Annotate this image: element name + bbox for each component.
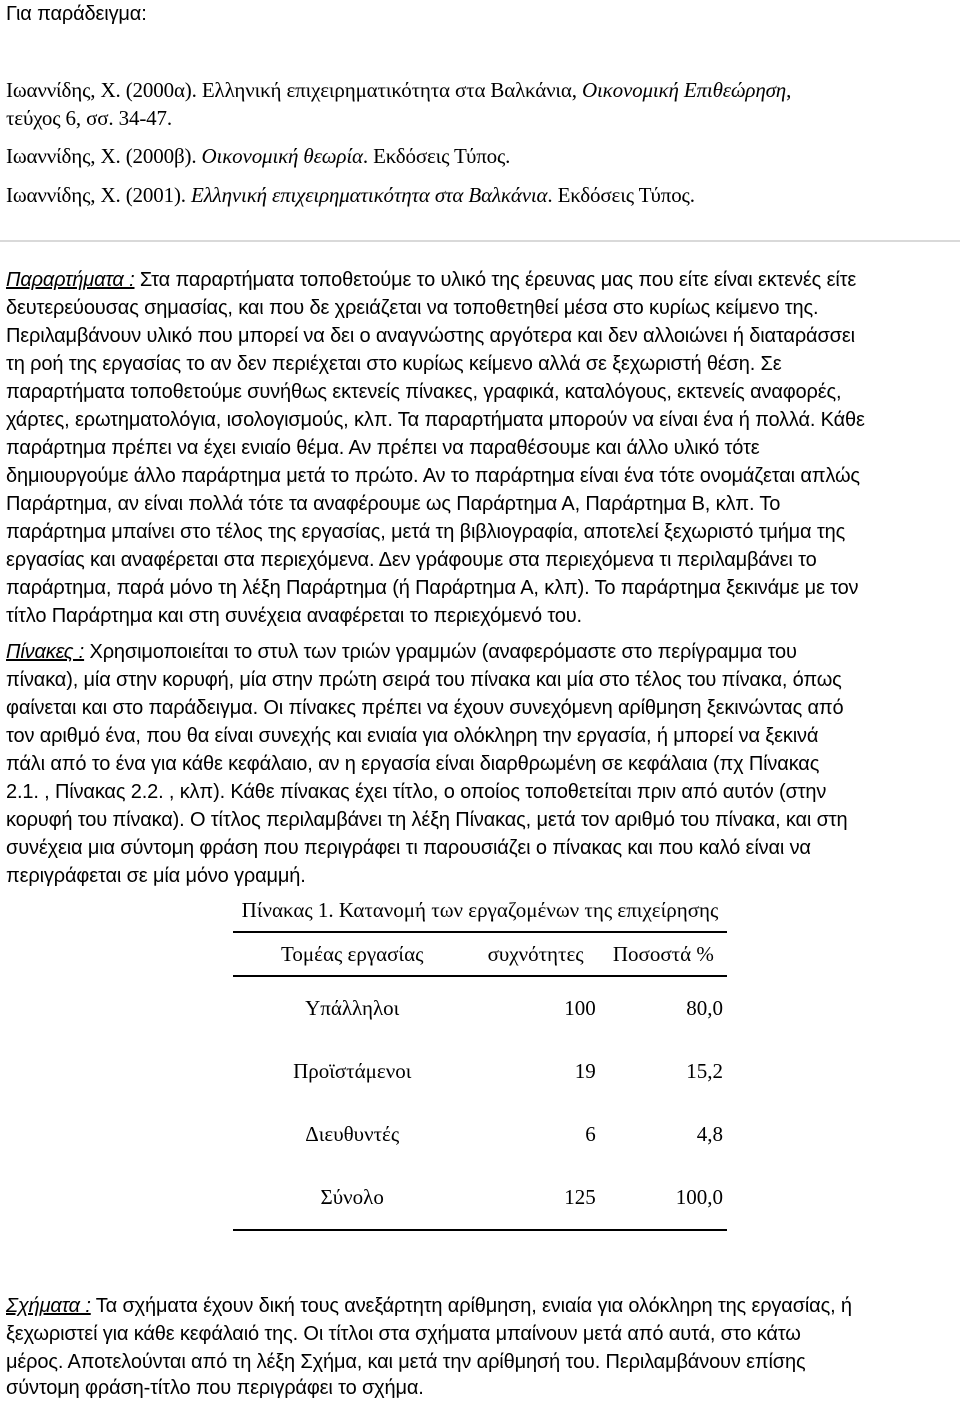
- appendices-line: χάρτες, ερωτηματολόγια, ισολογισμούς, κλπ. Τα παραρτήματα μπορούν να είναι ένα ή πολλά. Κάθε: [6, 409, 865, 431]
- appendices-line: τίτλο Παράρτημα και στη συνέχεια αναφέρεται το περιεχόμενό του.: [6, 605, 582, 627]
- tables-line: περιγράφεται σε μία μόνο γραμμή.: [6, 865, 306, 887]
- table-header-row: [233, 932, 727, 976]
- tables-line: πίνακα), μία στην κορυφή, μία στην πρώτη σειρά του πίνακα και μία στο τέλος του πίνακα, όπως: [6, 669, 842, 691]
- table-caption: Πίνακας 1. Κατανομή των εργαζομένων της επιχείρησης: [241, 898, 719, 922]
- tables-line: φαίνεται και στο παράδειγμα. Οι πίνακες πρέπει να έχουν συνεχόμενη αρίθμηση ξεκινώντας από: [6, 697, 844, 719]
- reference-1: [6, 76, 791, 104]
- figures-heading: Σχήματα :: [6, 1295, 91, 1317]
- appendices-line: παραρτήματα τοποθετούμε συνήθως εκτενείς πίνακες, γραφικά, καταλόγους, εκτενείς αναφορές,: [6, 381, 842, 403]
- intro-text: Για παράδειγμα:: [6, 3, 147, 25]
- table-cell: Σύνολο: [233, 1166, 471, 1230]
- column-header: συχνότητες: [471, 932, 599, 976]
- table-cell: Υπάλληλοι: [305, 996, 400, 1020]
- table-cell: Διευθυντές: [305, 1122, 400, 1146]
- appendices-line: Περιλαμβάνουν υλικό που μπορεί να δει ο αναγνώστης αργότερα και δεν αλλοιώνει ή διαταράσσει: [6, 325, 855, 347]
- appendices-line: παράρτημα, παρά μόνο τη λέξη Παράρτημα (ή Παράρτημα Α, κλπ). Το παράρτημα ξεκινάμε με τον: [6, 577, 859, 599]
- appendices-line: παράρτημα πρέπει να έχει ενιαίο θέμα. Αν πρέπει να παραθέσουμε και άλλο υλικό τότε: [6, 437, 760, 459]
- reference-2-suffix: . Εκδόσεις Τύπος.: [362, 144, 511, 168]
- reference-2: [6, 142, 510, 170]
- column-header: Τομέας εργασίας: [233, 932, 471, 976]
- table-cell: 100,0: [600, 1166, 727, 1230]
- table-cell: 80,0: [686, 996, 723, 1020]
- table-cell: 125: [471, 1166, 599, 1230]
- appendices-line: δευτερεύουσας σημασίας, και που δε χρειάζεται να τοποθετηθεί μέσα στο κυρίως κείμενο της.: [6, 297, 819, 319]
- reference-3-title: Ελληνική επιχειρηματικότητα στα Βαλκάνια: [191, 183, 548, 207]
- employee-distribution-table: [233, 931, 727, 1231]
- tables-line: πάλι από το ένα για κάθε κεφάλαιο, αν η εργασία είναι διαρθρωμένη σε κεφάλαια (πχ Πίνακας: [6, 753, 820, 775]
- table-cell: 19: [574, 1059, 596, 1083]
- table-cell: 4,8: [696, 1122, 723, 1146]
- tables-line-1-text: Χρησιμοποιείται το στυλ των τριών γραμμών (αναφερόμαστε στο περίγραμμα του: [84, 641, 797, 663]
- reference-1-prefix: Ιωαννίδης, Χ. (2000α). Ελληνική επιχειρηματικότητα στα Βαλκάνια,: [6, 78, 582, 102]
- tables-line: συνέχεια μια σύντομη φράση που περιγράφει τι παρουσιάζει ο πίνακας και που καλό είναι να: [6, 837, 811, 859]
- table-cell: Προϊστάμενοι: [293, 1059, 412, 1083]
- table-total-row: [233, 1166, 727, 1230]
- table-cell: 100: [564, 996, 596, 1020]
- figures-line: μέρος. Αποτελούνται από τη λέξη Σχήμα, και μετά την αρίθμησή του. Περιλαμβάνουν επίσης: [6, 1351, 806, 1373]
- table-row: [233, 1103, 727, 1166]
- tables-heading: Πίνακες :: [6, 641, 85, 663]
- figures-line-1-text: Τα σχήματα έχουν δική τους ανεξάρτητη αρίθμηση, ενιαία για ολόκληρη της εργασίας, ή: [90, 1295, 852, 1317]
- reference-3-suffix: . Εκδόσεις Τύπος.: [547, 183, 695, 207]
- reference-1-continuation: τεύχος 6, σσ. 34-47.: [6, 106, 172, 130]
- tables-line: 2.1. , Πίνακας 2.2. , κλπ). Κάθε πίνακας έχει τίτλο, ο οποίος τοποθετείται πριν από αυτόν (στην: [6, 781, 827, 803]
- figures-line-1: [6, 1292, 852, 1320]
- reference-2-prefix: Ιωαννίδης, Χ. (2000β).: [6, 144, 202, 168]
- appendices-line: τη ροή της εργασίας το αν δεν περιέχεται στο κυρίως κείμενο αλλά σε ξεχωριστή θέση. Σε: [6, 353, 782, 375]
- appendices-line: εργασίας και αναφέρεται στα περιεχόμενα. Δεν γράφουμε στα περιεχόμενα τι περιλαμβάνει το: [6, 549, 817, 571]
- figures-line: ξεχωριστεί για κάθε κεφάλαιό της. Οι τίτλοι στα σχήματα μπαίνουν μετά από αυτά, στο κάτω: [6, 1323, 801, 1345]
- table-row: [233, 976, 727, 1040]
- table-row: [233, 1040, 727, 1103]
- tables-line-1: [6, 638, 797, 666]
- table-cell: 6: [585, 1122, 596, 1146]
- appendices-line-1: [6, 266, 856, 294]
- appendices-line-1-text: Στα παραρτήματα τοποθετούμε το υλικό της έρευνας μας που είτε είναι εκτενές είτε: [134, 269, 857, 291]
- column-header: Ποσοστά %: [600, 932, 727, 976]
- appendices-heading: Παραρτήματα :: [6, 269, 135, 291]
- tables-line: κορυφή του πίνακα). Ο τίτλος περιλαμβάνει τη λέξη Πίνακας, μετά τον αριθμό του πίνακα, και στη: [6, 809, 848, 831]
- appendices-line: δημιουργούμε άλλο παράρτημα μετά το πρώτο. Αν το παράρτημα είναι ένα τότε ονομάζεται απλώς: [6, 465, 860, 487]
- section-divider: [0, 240, 960, 242]
- table-cell: 15,2: [686, 1059, 723, 1083]
- figures-line: σύντομη φράση-τίτλο που περιγράφει το σχήμα.: [6, 1377, 424, 1399]
- reference-1-journal: Οικονομική Επιθεώρηση: [581, 78, 787, 102]
- reference-1-suffix: ,: [786, 78, 792, 102]
- tables-line: τον αριθμό ένα, που θα είναι συνεχής και ενιαία για ολόκληρη την εργασία, ή μπορεί να ξεκινά: [6, 725, 819, 747]
- appendices-line: Παράρτημα, αν είναι πολλά τότε τα αναφέρουμε ως Παράρτημα Α, Παράρτημα Β, κλπ. Το: [6, 493, 781, 515]
- reference-3-prefix: Ιωαννίδης, Χ. (2001).: [6, 183, 192, 207]
- appendices-line: παράρτημα μπαίνει στο τέλος της εργασίας, μετά τη βιβλιογραφία, αποτελεί ξεχωριστό τμήμα της: [6, 521, 846, 543]
- reference-3: [6, 181, 695, 209]
- reference-2-title: Οικονομική θεωρία: [201, 144, 363, 168]
